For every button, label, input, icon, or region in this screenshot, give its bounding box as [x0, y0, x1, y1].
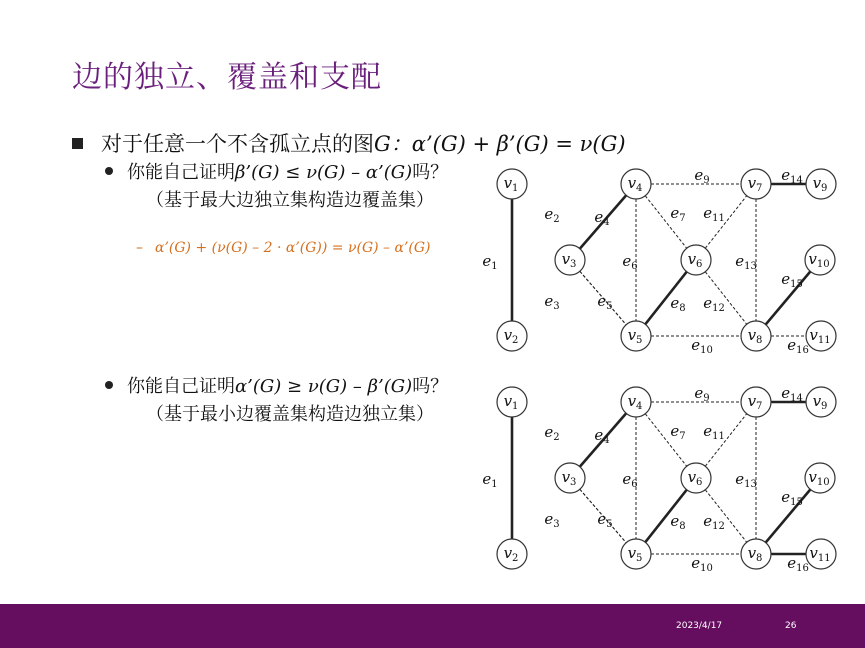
vertex-label-v2: $v_2$	[503, 544, 519, 564]
vertex-label-v9: $v_9$	[812, 174, 828, 194]
vertex-label-v10: $v_{10}$	[808, 250, 830, 270]
edge-label-e4: $e_4$	[594, 426, 610, 446]
question-1-formula: β’(G) ≤ ν(G) – α’(G)	[235, 162, 413, 183]
edge-label-e11: $e_{11}$	[703, 422, 725, 442]
edge-label-e16: $e_{16}$	[787, 336, 809, 356]
vertex-label-v7: $v_7$	[747, 174, 763, 194]
edge-label-e1: $e_1$	[482, 252, 498, 272]
edge-label-e2: $e_2$	[544, 205, 560, 225]
vertex-label-v3: $v_3$	[561, 250, 577, 270]
vertex-label-v11: $v_{11}$	[809, 544, 831, 564]
question-2	[105, 376, 448, 398]
edge-label-e4: $e_4$	[594, 208, 610, 228]
vertex-label-v8: $v_8$	[747, 326, 763, 346]
vertex-label-v11: $v_{11}$	[809, 326, 831, 346]
vertex-label-v3: $v_3$	[561, 468, 577, 488]
edge-label-e13: $e_{13}$	[735, 470, 757, 490]
main-bullet	[72, 128, 626, 158]
graph-diagram-1	[482, 162, 845, 356]
edge-label-e5: $e_5$	[597, 510, 613, 530]
footer-bar	[0, 604, 865, 648]
edge-label-e11: $e_{11}$	[703, 204, 725, 224]
dot-bullet-icon	[105, 381, 113, 389]
edge-label-e14: $e_{14}$	[781, 384, 803, 404]
vertex-label-v1: $v_1$	[503, 392, 519, 412]
edge-label-e15: $e_{15}$	[781, 488, 803, 508]
question-1-note: （基于最大边独立集构造边覆盖集）	[146, 190, 434, 211]
edge-label-e9: $e_9$	[694, 166, 710, 186]
vertex-label-v6: $v_6$	[687, 250, 703, 270]
proof-formula: α’(G) + (ν(G) – 2 · α’(G)) = ν(G) – α’(G)	[155, 240, 431, 256]
edge-label-e1: $e_1$	[482, 470, 498, 490]
edge-label-e16: $e_{16}$	[787, 554, 809, 574]
edge-label-e6: $e_6$	[622, 470, 638, 490]
footer-page-number: 26	[785, 621, 797, 631]
edge-label-e3: $e_3$	[544, 510, 560, 530]
question-2-prefix: 你能自己证明	[127, 376, 235, 397]
vertex-label-v1: $v_1$	[503, 174, 519, 194]
vertex-label-v7: $v_7$	[747, 392, 763, 412]
vertex-label-v5: $v_5$	[627, 544, 643, 564]
vertex-label-v4: $v_4$	[627, 392, 643, 412]
dash-bullet-icon: –	[136, 240, 143, 256]
edge-label-e6: $e_6$	[622, 252, 638, 272]
question-2-suffix: 吗？	[412, 376, 449, 397]
vertex-label-v9: $v_9$	[812, 392, 828, 412]
vertex-label-v5: $v_5$	[627, 326, 643, 346]
edge-label-e9: $e_9$	[694, 384, 710, 404]
question-2-formula: α’(G) ≥ ν(G) – β’(G)	[235, 376, 413, 397]
edge-label-e13: $e_{13}$	[735, 252, 757, 272]
edge-label-e8: $e_8$	[670, 294, 686, 314]
vertex-label-v2: $v_2$	[503, 326, 519, 346]
question-2-note: （基于最小边覆盖集构造边独立集）	[146, 404, 434, 425]
question-1	[105, 162, 448, 184]
question-1-suffix: 吗？	[412, 162, 449, 183]
graph-diagram-2	[482, 380, 845, 574]
edge-label-e12: $e_{12}$	[703, 294, 725, 314]
vertex-label-v8: $v_8$	[747, 544, 763, 564]
edge-label-e2: $e_2$	[544, 423, 560, 443]
main-bullet-formula: G：α’(G) + β’(G) = ν(G)	[374, 132, 626, 156]
vertex-label-v10: $v_{10}$	[808, 468, 830, 488]
edge-label-e5: $e_5$	[597, 292, 613, 312]
question-1-prefix: 你能自己证明	[127, 162, 235, 183]
vertex-label-v6: $v_6$	[687, 468, 703, 488]
edge-label-e8: $e_8$	[670, 512, 686, 532]
edge-label-e15: $e_{15}$	[781, 270, 803, 290]
dot-bullet-icon	[105, 167, 113, 175]
edge-label-e12: $e_{12}$	[703, 512, 725, 532]
edge-label-e10: $e_{10}$	[691, 336, 713, 356]
edge-label-e10: $e_{10}$	[691, 554, 713, 574]
edge-label-e7: $e_7$	[670, 422, 686, 442]
square-bullet-icon	[72, 138, 83, 149]
edge-label-e7: $e_7$	[670, 204, 686, 224]
vertex-label-v4: $v_4$	[627, 174, 643, 194]
footer-date: 2023/4/17	[676, 621, 723, 631]
edge-label-e3: $e_3$	[544, 292, 560, 312]
edge-label-e14: $e_{14}$	[781, 166, 803, 186]
slide-title: 边的独立、覆盖和支配	[72, 60, 382, 95]
main-bullet-prefix: 对于任意一个不含孤立点的图	[101, 132, 374, 156]
proof-line	[136, 240, 431, 256]
